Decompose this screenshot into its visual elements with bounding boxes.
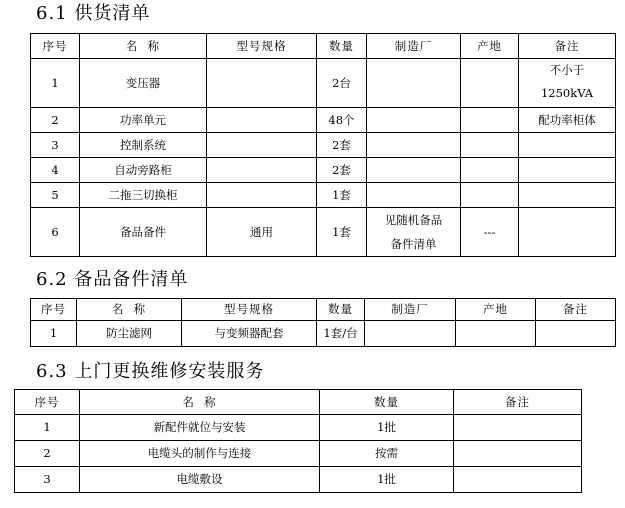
table-row [31, 133, 616, 158]
header-cell: 名 称 [80, 34, 207, 59]
table-row [15, 441, 582, 467]
header-cell: 产地 [456, 299, 536, 321]
header-cell: 备注 [536, 299, 616, 321]
cell-origin: --- [461, 208, 519, 257]
cell-qty: 1批 [320, 467, 454, 493]
table-row [31, 208, 616, 257]
spare-parts-table [30, 298, 616, 347]
cell-spec [207, 183, 317, 208]
cell-note [519, 208, 616, 257]
cell-name: 控制系统 [80, 133, 207, 158]
cell-maker [367, 133, 461, 158]
header-cell: 数量 [317, 34, 367, 59]
cell-name: 二拖三切换柜 [80, 183, 207, 208]
cell-note [519, 59, 616, 108]
cell-name: 电缆头的制作与连接 [80, 441, 320, 467]
cell-note: 配功率柜体 [519, 108, 616, 133]
section1-heading: 6.1 供货清单 [36, 3, 151, 24]
cell-note [454, 415, 582, 441]
cell-origin [461, 133, 519, 158]
cell-maker [367, 158, 461, 183]
cell-maker [367, 183, 461, 208]
cell-name: 电缆敷设 [80, 467, 320, 493]
cell-note [519, 158, 616, 183]
cell-spec [207, 133, 317, 158]
table-row [15, 415, 582, 441]
cell-qty: 1套 [317, 208, 367, 257]
section3-heading: 6.3 上门更换维修安装服务 [36, 361, 265, 382]
cell-name: 新配件就位与安装 [80, 415, 320, 441]
cell-no: 5 [31, 183, 80, 208]
cell-note [536, 321, 616, 347]
cell-no: 1 [15, 415, 80, 441]
header-cell: 产地 [461, 34, 519, 59]
table-header-row [31, 299, 616, 321]
supply-list-table [30, 33, 616, 257]
cell-no: 2 [31, 108, 80, 133]
cell-spec [207, 108, 317, 133]
note-line: 1250kVA [540, 86, 594, 100]
header-cell: 序号 [31, 299, 77, 321]
cell-qty: 1批 [320, 415, 454, 441]
table-row [15, 467, 582, 493]
cell-name: 变压器 [80, 59, 207, 108]
cell-spec [207, 158, 317, 183]
cell-maker [365, 321, 456, 347]
cell-no: 1 [31, 321, 77, 347]
header-cell: 型号规格 [182, 299, 317, 321]
cell-name: 自动旁路柜 [80, 158, 207, 183]
header-cell: 备注 [454, 390, 582, 415]
header-cell: 制造厂 [367, 34, 461, 59]
cell-note [454, 441, 582, 467]
cell-name: 功率单元 [80, 108, 207, 133]
header-cell: 数量 [320, 390, 454, 415]
cell-qty: 2台 [317, 59, 367, 108]
note-line: 不小于 [549, 63, 585, 77]
cell-note [454, 467, 582, 493]
maker-line: 见随机备品 [384, 213, 443, 227]
cell-name: 备品备件 [80, 208, 207, 257]
cell-no: 1 [31, 59, 80, 108]
cell-qty: 2套 [317, 158, 367, 183]
cell-qty: 1套/台 [317, 321, 365, 347]
cell-no: 4 [31, 158, 80, 183]
table-row [31, 183, 616, 208]
header-cell: 名 称 [77, 299, 182, 321]
cell-no: 2 [15, 441, 80, 467]
cell-no: 3 [15, 467, 80, 493]
cell-qty: 按需 [320, 441, 454, 467]
header-cell: 名 称 [80, 390, 320, 415]
cell-origin [461, 108, 519, 133]
table-row [31, 321, 616, 347]
cell-origin [456, 321, 536, 347]
table-row [31, 108, 616, 133]
cell-maker [367, 208, 461, 257]
cell-spec [207, 59, 317, 108]
cell-qty: 48个 [317, 108, 367, 133]
section2-heading: 6.2 备品备件清单 [36, 269, 189, 290]
header-cell: 数量 [317, 299, 365, 321]
table-row [31, 59, 616, 108]
cell-name: 防尘滤网 [77, 321, 182, 347]
header-cell: 序号 [31, 34, 80, 59]
header-cell: 制造厂 [365, 299, 456, 321]
cell-origin [461, 158, 519, 183]
header-cell: 序号 [15, 390, 80, 415]
cell-origin [461, 59, 519, 108]
table-header-row [31, 34, 616, 59]
cell-spec: 通用 [207, 208, 317, 257]
cell-maker [367, 59, 461, 108]
header-cell: 备注 [519, 34, 616, 59]
cell-qty: 1套 [317, 183, 367, 208]
service-table [14, 389, 582, 493]
cell-no: 3 [31, 133, 80, 158]
cell-maker [367, 108, 461, 133]
cell-spec: 与变频器配套 [182, 321, 317, 347]
table-header-row [15, 390, 582, 415]
header-cell: 型号规格 [207, 34, 317, 59]
cell-note [519, 133, 616, 158]
table-row [31, 158, 616, 183]
maker-line: 备件清单 [390, 237, 437, 251]
cell-qty: 2套 [317, 133, 367, 158]
cell-no: 6 [31, 208, 80, 257]
cell-note [519, 183, 616, 208]
cell-origin [461, 183, 519, 208]
